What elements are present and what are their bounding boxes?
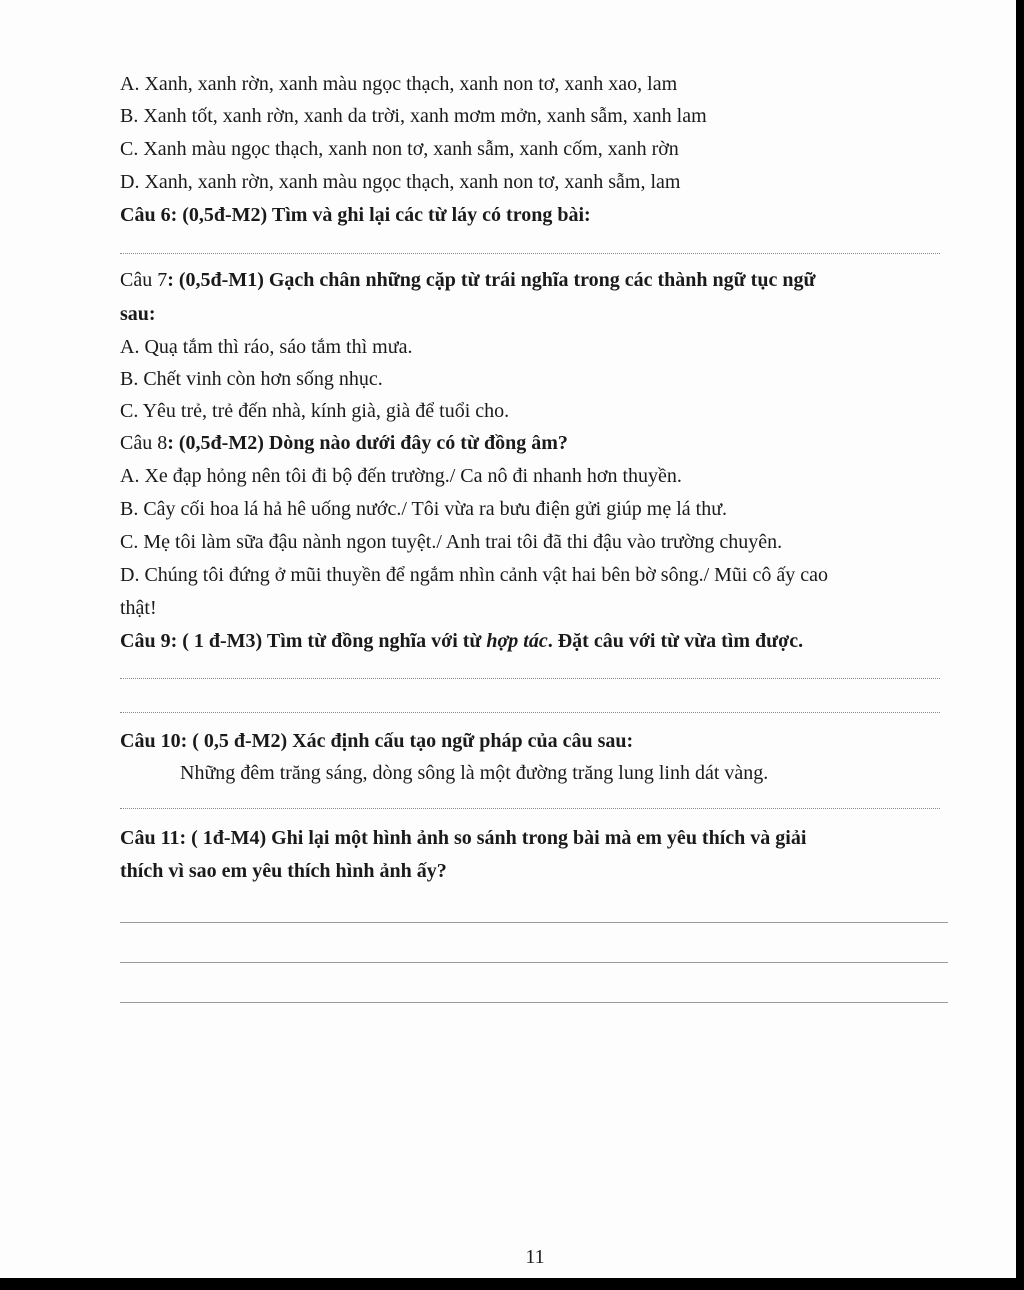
q9-heading bbox=[120, 629, 803, 653]
q11-answer-line-2[interactable] bbox=[120, 962, 948, 963]
q10-label: Câu 10: bbox=[120, 730, 188, 752]
q5-option-b: B. Xanh tốt, xanh rờn, xanh da trời, xanh mơm mởn, xanh sẫm, xanh lam bbox=[120, 105, 707, 127]
q11-text-cont: thích vì sao em yêu thích hình ảnh ấy? bbox=[120, 860, 447, 882]
q7-option-c: C. Yêu trẻ, trẻ đến nhà, kính già, già để tuổi cho. bbox=[120, 400, 510, 422]
q5-option-a: A. Xanh, xanh rờn, xanh màu ngọc thạch, xanh non tơ, xanh xao, lam bbox=[120, 73, 678, 95]
q9-label: Câu 9: bbox=[120, 630, 178, 652]
q10-heading bbox=[120, 729, 633, 753]
q7-option-a: A. Quạ tắm thì ráo, sáo tắm thì mưa. bbox=[120, 336, 413, 358]
q10-sentence: Những đêm trăng sáng, dòng sông là một đường trăng lung linh dát vàng. bbox=[180, 762, 769, 784]
q9-answer-line-2[interactable] bbox=[120, 712, 940, 713]
q7-heading bbox=[120, 268, 815, 292]
q8-heading bbox=[120, 431, 568, 455]
q9-text-before: ( 1 đ-M3) Tìm từ đồng nghĩa với từ bbox=[177, 630, 487, 652]
q6-label: Câu 6: bbox=[120, 204, 178, 226]
q8-text: : (0,5đ-M2) Dòng nào dưới đây có từ đồng âm? bbox=[167, 432, 568, 454]
q7-option-b: B. Chết vinh còn hơn sống nhục. bbox=[120, 368, 383, 390]
q11-heading bbox=[120, 826, 806, 850]
q11-answer-line-1[interactable] bbox=[120, 922, 948, 923]
q8-option-a: A. Xe đạp hỏng nên tôi đi bộ đến trường./ Ca nô đi nhanh hơn thuyền. bbox=[120, 465, 682, 487]
page-number: 11 bbox=[525, 1246, 545, 1268]
q5-option-d: D. Xanh, xanh rờn, xanh màu ngọc thạch, xanh non tơ, xanh sẫm, lam bbox=[120, 171, 681, 193]
q7-text: : (0,5đ-M1) Gạch chân những cặp từ trái nghĩa trong các thành ngữ tục ngữ bbox=[167, 269, 816, 291]
q11-answer-line-3[interactable] bbox=[120, 1002, 948, 1003]
q8-option-b: B. Cây cối hoa lá hả hê uống nước./ Tôi vừa ra bưu điện gửi giúp mẹ lá thư. bbox=[120, 498, 728, 520]
q8-option-c: C. Mẹ tôi làm sữa đậu nành ngon tuyệt./ Anh trai tôi đã thi đậu vào trường chuyên. bbox=[120, 531, 783, 553]
q6-text: (0,5đ-M2) Tìm và ghi lại các từ láy có trong bài: bbox=[177, 204, 591, 226]
q5-option-c: C. Xanh màu ngọc thạch, xanh non tơ, xanh sẫm, xanh cốm, xanh rờn bbox=[120, 138, 679, 160]
q8-option-d-cont: thật! bbox=[120, 597, 157, 619]
q9-keyword: hợp tác bbox=[486, 630, 548, 652]
q10-text: ( 0,5 đ-M2) Xác định cấu tạo ngữ pháp của câu sau: bbox=[187, 730, 634, 752]
q6-heading bbox=[120, 203, 591, 227]
q9-text-after: . Đặt câu với từ vừa tìm được. bbox=[547, 630, 804, 652]
q9-answer-line-1[interactable] bbox=[120, 678, 940, 679]
q8-option-d: D. Chúng tôi đứng ở mũi thuyền để ngắm nhìn cảnh vật hai bên bờ sông./ Mũi cô ấy cao bbox=[120, 564, 828, 586]
q7-label: Câu 7 bbox=[120, 269, 168, 291]
q7-text-cont: sau: bbox=[120, 303, 156, 325]
q6-answer-line[interactable] bbox=[120, 253, 940, 254]
q11-text: ( 1đ-M4) Ghi lại một hình ảnh so sánh trong bài mà em yêu thích và giải bbox=[186, 827, 807, 849]
q8-label: Câu 8 bbox=[120, 432, 168, 454]
q11-label: Câu 11: bbox=[120, 827, 187, 849]
q10-answer-line[interactable] bbox=[120, 808, 940, 809]
